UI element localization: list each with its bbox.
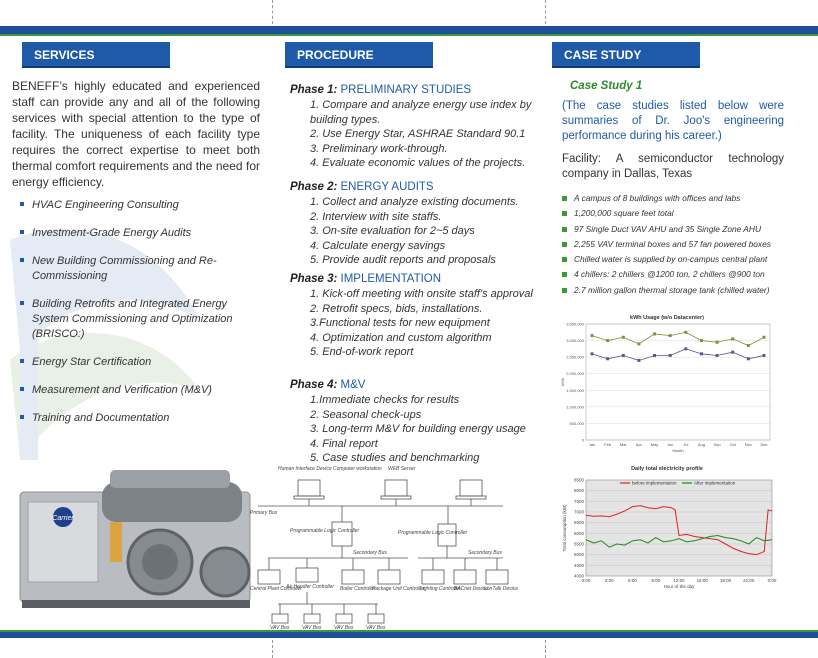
secondary-bus-label: Secondary Bus <box>353 550 387 556</box>
y-tick-label: 6500 <box>573 520 584 526</box>
list-item: Investment-Grade Energy Audits <box>20 226 260 241</box>
plot-area <box>586 324 770 440</box>
bas-network-diagram <box>248 462 518 630</box>
y-axis-label: kWh <box>560 378 565 386</box>
case-study-subtitle: Case Study 1 <box>570 80 643 92</box>
x-tick-label: 9:00 <box>651 578 661 583</box>
top-band <box>0 26 818 34</box>
x-tick-label: 0:00 <box>767 578 777 583</box>
x-tick-label: May <box>650 442 659 447</box>
y-tick-label: 7000 <box>573 509 584 515</box>
x-tick-label: Oct <box>729 442 736 447</box>
y-tick-label: 8000 <box>573 488 584 494</box>
y-tick-label: 3,500,000 <box>566 321 584 327</box>
primary-bus-label: Primary Bus <box>250 510 278 516</box>
list-item: HVAC Engineering Consulting <box>20 198 260 213</box>
web-label: WEB Server <box>388 466 416 472</box>
data-point <box>747 357 750 360</box>
y-tick-label: 2,500,000 <box>566 354 584 360</box>
boiler-label: Boiler Controller <box>340 586 376 592</box>
y-tick-label: 4500 <box>573 562 584 568</box>
x-tick-label: Feb <box>604 442 612 447</box>
data-point <box>684 347 687 350</box>
x-tick-label: Sep <box>713 442 721 447</box>
fold-mark <box>272 0 273 24</box>
y-tick-label: 7500 <box>573 498 584 504</box>
lighting-label: Lighting Controller <box>420 586 461 592</box>
kwh-usage-chart <box>556 310 778 460</box>
list-item: 2.7 million gallon thermal storage tank (chilled water) <box>562 283 802 298</box>
data-point <box>700 352 703 355</box>
data-point <box>700 339 703 342</box>
x-tick-label: 21:00 <box>743 578 755 583</box>
case-study-facility: Facility: A semiconductor technology company in Dallas, Texas <box>562 153 784 180</box>
data-point <box>731 337 734 340</box>
x-tick-label: 3:00 <box>604 578 614 583</box>
vav-label: VAV Box <box>334 625 354 630</box>
x-tick-label: 15:00 <box>696 578 708 583</box>
services-list <box>20 198 260 426</box>
y-tick-label: 0 <box>581 437 584 443</box>
lontalk-label: LonTalk Device <box>484 586 518 592</box>
package-unit-label: Package Unit Controller <box>372 586 425 592</box>
phase-2: Phase 2: ENERGY AUDITS 1. Collect and analyze existing documents. 2. Interview with site staffs. 3. On-site evaluation for 2~5 days 4. Calculate energy savings 5. Provide audit reports and proposals <box>290 181 519 266</box>
x-tick-label: Aug <box>697 442 706 447</box>
data-point <box>747 344 750 347</box>
case-study-header: CASE STUDY <box>552 42 700 68</box>
y-axis-label: Total consumption (kW) <box>562 504 567 552</box>
list-item: 2,255 VAV terminal boxes and 57 fan powered boxes <box>562 237 802 252</box>
data-point <box>763 336 766 339</box>
top-accent-line <box>0 34 818 36</box>
vav-label: VAV Box <box>302 625 322 630</box>
y-tick-label: 2,000,000 <box>566 371 584 377</box>
services-header: SERVICES <box>22 42 170 68</box>
data-point <box>591 334 594 337</box>
plc2-label: Programmable Logic Controller <box>398 530 468 536</box>
x-tick-label: Nov <box>744 442 752 447</box>
y-tick-label: 3,000,000 <box>566 338 584 344</box>
phase-4: Phase 4: M&V 1.Immediate checks for results 2. Seasonal check-ups 3. Long-term M&V for building energy usage 4. Final report 5. Case studies and benchmarking <box>290 379 526 464</box>
data-point <box>716 354 719 357</box>
data-point <box>591 352 594 355</box>
x-tick-label: 12:00 <box>673 578 685 583</box>
bacnet-label: BACnet Device <box>454 586 488 592</box>
list-item: 1,200,000 square feet total <box>562 206 802 221</box>
list-item: A campus of 8 buildings with offices and labs <box>562 191 802 206</box>
y-tick-label: 4000 <box>573 573 584 579</box>
list-item: Chilled water is supplied by on-campus central plant <box>562 252 802 267</box>
legend-label: After implementation <box>694 480 736 486</box>
y-tick-label: 5500 <box>573 541 584 547</box>
daily-electricity-chart <box>556 462 778 602</box>
x-tick-label: Dec <box>760 442 768 447</box>
x-tick-label: Apr <box>635 442 643 447</box>
y-tick-label: 1,500,000 <box>566 387 584 393</box>
list-item: Energy Star Certification <box>20 355 260 370</box>
data-point <box>653 354 656 357</box>
fold-mark <box>545 0 546 24</box>
list-item: New Building Commissioning and Re-Commissioning <box>20 254 260 284</box>
y-tick-label: 500,000 <box>569 420 584 426</box>
x-tick-label: 6:00 <box>628 578 637 583</box>
chart-title: kWh Usage (w/o Datacenter) <box>630 315 704 321</box>
data-point <box>669 354 672 357</box>
list-item: Building Retrofits and Integrated Energy System Commissioning and Optimization (BRISCO:) <box>20 297 260 342</box>
x-tick-label: Jul <box>683 442 689 447</box>
data-point <box>622 354 625 357</box>
x-tick-label: 18:00 <box>719 578 732 583</box>
case-study-facts <box>562 191 802 298</box>
central-plant-label: Central Plant Controller <box>250 586 302 592</box>
x-tick-label: Jan <box>588 442 596 447</box>
y-tick-label: 8500 <box>573 477 584 483</box>
phase-1: Phase 1: PRELIMINARY STUDIES 1. Compare and analyze energy use index by building types. 2. Use Energy Star, ASHRAE Standard 90.1 3. Preliminary work-through. 4. Evaluate economic values of the projects. <box>290 84 532 169</box>
bottom-band <box>0 632 818 638</box>
x-axis-label: Month <box>672 448 684 453</box>
list-item: 4 chillers: 2 chillers @1200 ton, 2 chillers @900 ton <box>562 267 802 282</box>
x-tick-label: Jun <box>666 442 674 447</box>
y-tick-label: 6000 <box>573 530 584 536</box>
data-point <box>763 354 766 357</box>
series-line <box>592 332 764 345</box>
fold-mark <box>545 640 546 658</box>
data-point <box>653 332 656 335</box>
data-point <box>637 359 640 362</box>
list-item: Training and Documentation <box>20 411 260 426</box>
plot-area <box>586 480 772 576</box>
x-axis-label: Hour of the day <box>663 584 695 589</box>
y-tick-label: 5000 <box>573 552 584 558</box>
hmi-label: Human Interface Device Computer workstation <box>278 466 382 472</box>
legend-label: before implementation <box>632 480 677 486</box>
case-study-intro: (The case studies listed below were summaries of Dr. Joo's engineering performance during his career.) <box>562 100 784 142</box>
air-handler-label: Air Handler Controller <box>286 584 335 590</box>
fold-mark <box>272 640 273 658</box>
data-point <box>731 351 734 354</box>
vav-label: VAV Box <box>270 625 290 630</box>
data-point <box>622 336 625 339</box>
list-item: 97 Single Duct VAV AHU and 35 Single Zone AHU <box>562 222 802 237</box>
vav-label: VAV Box <box>366 625 386 630</box>
data-point <box>606 357 609 360</box>
data-point <box>637 342 640 345</box>
list-item: Measurement and Verification (M&V) <box>20 383 260 398</box>
x-tick-label: 0:00 <box>581 578 591 583</box>
chart-title: Daily total electricity profile <box>631 466 703 472</box>
procedure-header: PROCEDURE <box>285 42 433 68</box>
data-point <box>606 339 609 342</box>
data-point <box>684 331 687 334</box>
data-point <box>669 334 672 337</box>
y-tick-label: 1,000,000 <box>566 404 584 410</box>
brand-logo: Carrier <box>52 515 74 522</box>
services-intro: BENEFF’s highly educated and experienced staff can provide any and all of the following services with special attention to the type of facility. The uniqueness of each facility type requires the correct expertise to meet both thermal comfort requirements and the need for energy efficiency. <box>12 79 260 189</box>
phase-3: Phase 3: IMPLEMENTATION 1. Kick-off meeting with onsite staff's approval 2. Retrofit specs, bids, installations. 3.Functional tests for new equipment 4. Optimization and custom algorithm 5. End-of-work report <box>290 273 533 358</box>
chiller-illustration <box>10 462 272 627</box>
x-tick-label: Mar <box>619 442 627 447</box>
secondary-bus-label: Secondary Bus <box>468 550 502 556</box>
series-line <box>592 349 764 361</box>
plc1-label: Programmable Logic Controller <box>290 528 360 534</box>
data-point <box>716 341 719 344</box>
